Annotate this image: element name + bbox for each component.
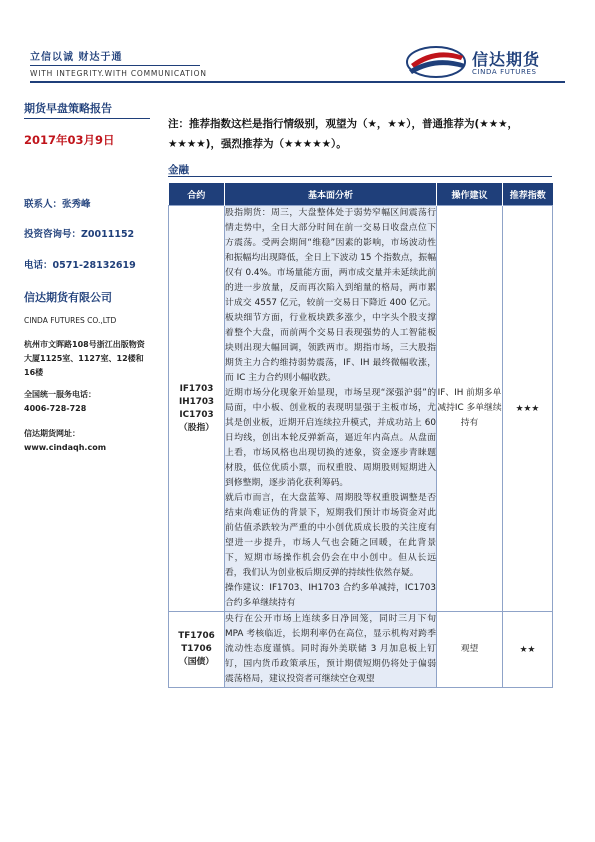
header-contract: 合约 xyxy=(169,183,225,206)
analysis-cell xyxy=(225,612,437,688)
phone-number: 电话：0571-28132619 xyxy=(24,260,136,271)
analysis-cell xyxy=(225,206,437,612)
contract-code: IH1703 xyxy=(178,396,215,407)
website-link[interactable]: www.cindaqh.com xyxy=(24,443,107,452)
left-divider xyxy=(24,118,150,119)
contract-code: T1706 xyxy=(181,644,212,654)
header-analysis: 基本面分析 xyxy=(225,183,437,206)
advice-cell: IF、IH 前期多单减持IC 多单继续持有 xyxy=(437,206,503,612)
report-title: 期货早盘策略报告 xyxy=(24,102,112,115)
table-row xyxy=(169,612,553,688)
section-title: 金融 xyxy=(168,164,189,176)
contract-cell xyxy=(169,206,225,612)
analysis-paragraph: 近期市场分化现象开始显现，市场呈现“深强沪弱”的局面，中小板、创业板的表现明显强于主板市场，尤其是创业板，近期开启连续拉升模式，并成功站上 60 日均线，创出本轮反弹新高，逼近年内高点。从盘面上看，市场风格也出现切换的迹象，资金逐步青睐题材股，低位优质小票，而权重股、周期股则短期进入到修整期，逐步消化获利筹码。 xyxy=(225,388,436,488)
cinda-logo-icon xyxy=(405,44,467,80)
slogan-cn: 立信以诚 财达于通 xyxy=(30,52,123,63)
slogan-en: WITH INTEGRITY.WITH COMMUNICATION xyxy=(30,69,207,78)
qualification-number: 投资咨询号：Z0011152 xyxy=(24,229,135,240)
rating-stars: ★★ xyxy=(503,612,553,688)
header-divider xyxy=(30,81,565,83)
contract-code: TF1706 xyxy=(178,631,215,641)
hotline-number: 4006-728-728 xyxy=(24,404,87,413)
company-name-cn: 信达期货有限公司 xyxy=(24,291,112,304)
header-rating: 推荐指数 xyxy=(503,183,553,206)
logo-text-cn: 信达期货 xyxy=(472,50,541,69)
website-label: 信达期货网址： xyxy=(24,429,80,438)
header-thin-line xyxy=(30,65,200,66)
analysis-paragraph: 股指期货：周三，大盘整体处于弱势窄幅区间震荡行情走势中，全日大部分时间在前一交易日收盘点位下方震荡。受两会期间“维稳”因素的影响，市场波动性和振幅均出现降低，全日上下波动 15 个指数点，振幅仅有 0.4%。市场量能方面，两市成交量并未延续此前的进一步放量，反而再次陷入到缩量的格局，两市累计成交 4557 亿元，较前一交易日下降近 400 亿元。板块细节方面，行业板块跌多涨少，中字头个股支撑着整个大盘，而前两个交易日表现强势的人工智能板块则出现大幅回调，领跌两市。期指市场，三大股指期货主力合约维持弱势震荡，IF、IH 最终微幅收涨，而 IC 主力合约则小幅收跌。 xyxy=(225,208,436,383)
analysis-paragraph: 就后市而言，在大盘蓝筹、周期股等权重股调整是否结束尚难证伪的背景下，短期我们预计市场资金对此前估值杀跌较为严重的中小创优质成长股的关注度有望进一步提升，市场人气也会随之回暖，在此背景下，短期市场操作机会仍会在中小创中。但从长远看，我们认为创业板后期反弹的持续性依然存疑。 xyxy=(225,493,436,578)
analysis-paragraph: 操作建议：IF1703、IH1703 合约多单减持，IC1703 合约多单继续持有 xyxy=(225,583,436,608)
contract-category: （国债） xyxy=(178,657,215,667)
strategy-table xyxy=(168,183,553,688)
contract-category: （股指） xyxy=(178,422,215,433)
hotline-block xyxy=(24,388,152,416)
advice-cell: 观望 xyxy=(437,612,503,688)
header-advice: 操作建议 xyxy=(437,183,503,206)
analysis-paragraph: 央行在公开市场上连续多日净回笼，同时三月下旬 MPA 考核临近，长期利率仍在高位，显示机构对跨季流动性态度谨慎。同时海外美联储 3 月加息板上钉钉，国内货币政策承压，预计期债短期仍将处于偏弱震荡格局，建议投资者可继续空仓观望 xyxy=(225,614,436,684)
contract-code: IC1703 xyxy=(179,409,214,420)
section-divider xyxy=(168,176,552,177)
table-header-row xyxy=(169,183,553,206)
hotline-label: 全国统一服务电话： xyxy=(24,390,96,399)
website-block xyxy=(24,427,152,455)
company-name-en: CINDA FUTURES CO.,LTD xyxy=(24,316,117,325)
company-address: 杭州市文晖路108号浙江出版物资大厦1125室、1127室、12楼和16楼 xyxy=(24,340,145,377)
contract-cell xyxy=(169,612,225,688)
contract-code: IF1703 xyxy=(179,383,214,394)
rating-note: 注：推荐指数这栏是指行情级别，观望为（★，★★），普通推荐为(★★★，★★★★)，强烈推荐为（★★★★★）。 xyxy=(168,118,519,150)
logo-text-en: CINDA FUTURES xyxy=(472,68,537,76)
rating-stars: ★★★ xyxy=(503,206,553,612)
contact-person: 联系人：张秀峰 xyxy=(24,199,91,210)
table-row xyxy=(169,206,553,612)
report-date: 2017年03月9日 xyxy=(24,133,115,147)
